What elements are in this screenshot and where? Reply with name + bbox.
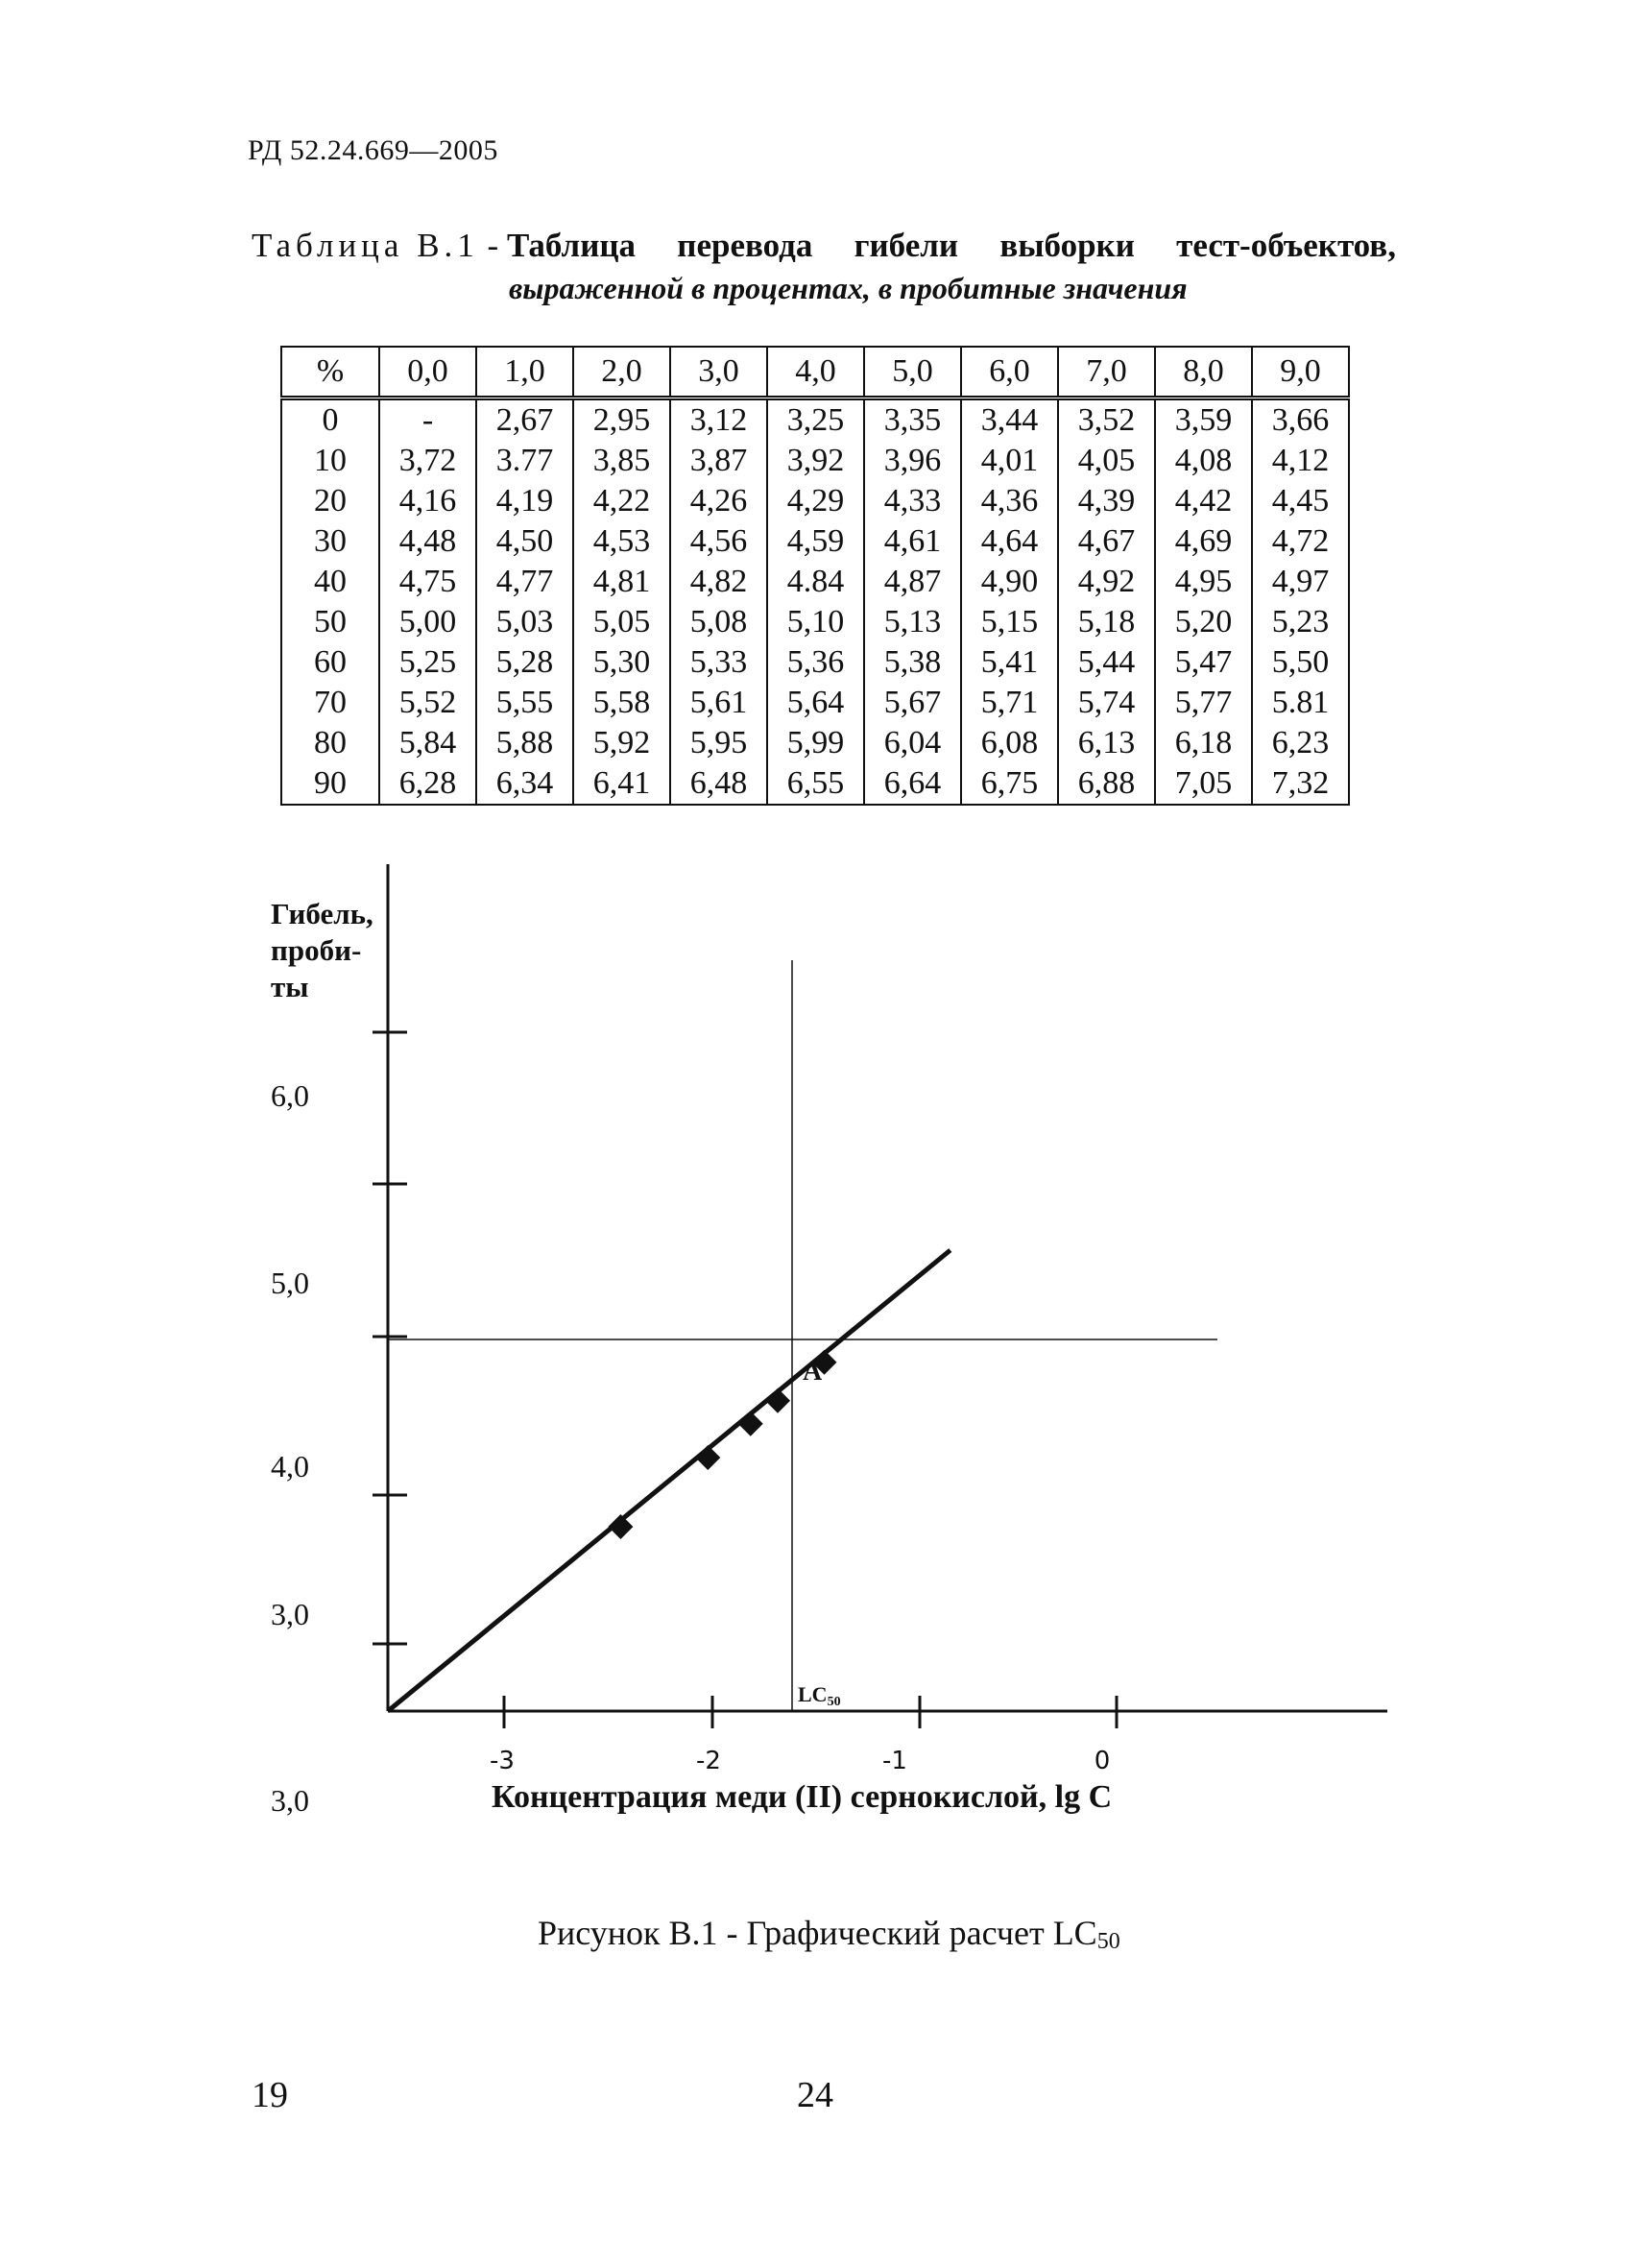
table-cell: 6,08 bbox=[961, 723, 1058, 763]
table-cell: 5,61 bbox=[670, 683, 767, 723]
x-tick-label: 0 bbox=[1094, 1747, 1111, 1775]
table-header-cell: 6,0 bbox=[961, 347, 1058, 398]
table-cell: 4,29 bbox=[767, 481, 864, 521]
table-row-percent: 80 bbox=[281, 723, 379, 763]
table-cell: 5,41 bbox=[961, 642, 1058, 683]
table-cell: 3,85 bbox=[573, 441, 670, 481]
table-cell: 4,39 bbox=[1058, 481, 1155, 521]
table-cell: 4,90 bbox=[961, 562, 1058, 602]
table-cell: 4,81 bbox=[573, 562, 670, 602]
table-cell: 5.81 bbox=[1252, 683, 1349, 723]
table-caption-line2: выраженной в процентах, в пробитные значения bbox=[509, 271, 1188, 305]
table-cell: 5,99 bbox=[767, 723, 864, 763]
table-cell: 4,12 bbox=[1252, 441, 1349, 481]
table-cell: 4.84 bbox=[767, 562, 864, 602]
table-header-cell: 2,0 bbox=[573, 347, 670, 398]
y-tick-label: 3,0 bbox=[271, 1597, 309, 1631]
table-cell: 5,28 bbox=[476, 642, 573, 683]
x-tick-label: -1 bbox=[882, 1747, 907, 1775]
table-caption-word: гибели bbox=[854, 227, 959, 264]
table-cell: 4,59 bbox=[767, 521, 864, 562]
table-header-cell: 1,0 bbox=[476, 347, 573, 398]
table-cell: 4,33 bbox=[864, 481, 961, 521]
table-row-percent: 60 bbox=[281, 642, 379, 683]
table-cell: 5,25 bbox=[379, 642, 476, 683]
table-cell: 4,08 bbox=[1155, 441, 1252, 481]
y-tick-label: 3,0 bbox=[271, 1783, 309, 1818]
table-cell: 5,05 bbox=[573, 602, 670, 642]
table-cell: 3,44 bbox=[961, 398, 1058, 442]
data-point bbox=[738, 1411, 763, 1436]
table-cell: 5,15 bbox=[961, 602, 1058, 642]
lc50-label: LC50 bbox=[798, 1682, 841, 1709]
table-cell: 6,28 bbox=[379, 763, 476, 805]
table-cell: 5,10 bbox=[767, 602, 864, 642]
table-cell: 4,75 bbox=[379, 562, 476, 602]
table-header-cell: 3,0 bbox=[670, 347, 767, 398]
table-header-cell: 8,0 bbox=[1155, 347, 1252, 398]
figure-caption: Рисунок В.1 - Графический расчет $LC_{50}$ bbox=[538, 1914, 1120, 1954]
x-tick-label: -2 bbox=[696, 1747, 721, 1775]
table-cell: 5,84 bbox=[379, 723, 476, 763]
table-cell: 4,42 bbox=[1155, 481, 1252, 521]
table-cell: 6,04 bbox=[864, 723, 961, 763]
table-cell: 5,13 bbox=[864, 602, 961, 642]
table-cell: 4,36 bbox=[961, 481, 1058, 521]
table-cell: 4,72 bbox=[1252, 521, 1349, 562]
table-cell: 5,47 bbox=[1155, 642, 1252, 683]
table-cell: 3.77 bbox=[476, 441, 573, 481]
table-cell: 5,30 bbox=[573, 642, 670, 683]
page-number-center: 24 bbox=[797, 2075, 833, 2115]
table-cell: 6,13 bbox=[1058, 723, 1155, 763]
table-header-cell: 9,0 bbox=[1252, 347, 1349, 398]
table-row-percent: 50 bbox=[281, 602, 379, 642]
table-cell: 4,53 bbox=[573, 521, 670, 562]
table-cell: 5,00 bbox=[379, 602, 476, 642]
table-cell: 5,20 bbox=[1155, 602, 1252, 642]
table-cell: 4,16 bbox=[379, 481, 476, 521]
table-cell: 4,50 bbox=[476, 521, 573, 562]
table-cell: 5,38 bbox=[864, 642, 961, 683]
table-header-cell: 4,0 bbox=[767, 347, 864, 398]
table-cell: 4,87 bbox=[864, 562, 961, 602]
table-cell: 5,71 bbox=[961, 683, 1058, 723]
table-caption-label: Таблица В.1 - Таблица bbox=[252, 227, 637, 264]
y-axis-label: ты bbox=[271, 970, 309, 1003]
table-cell: 4,82 bbox=[670, 562, 767, 602]
table-caption-word: выборки bbox=[999, 227, 1135, 264]
table-caption-word: тест-объектов, bbox=[1176, 227, 1396, 264]
table-cell: 5,36 bbox=[767, 642, 864, 683]
table-cell: 7,05 bbox=[1155, 763, 1252, 805]
table-cell: 5,23 bbox=[1252, 602, 1349, 642]
table-row-percent: 70 bbox=[281, 683, 379, 723]
table-cell: 6,75 bbox=[961, 763, 1058, 805]
table-row-percent: 90 bbox=[281, 763, 379, 805]
table-cell: - bbox=[379, 398, 476, 442]
table-cell: 5,64 bbox=[767, 683, 864, 723]
table-cell: 4,77 bbox=[476, 562, 573, 602]
table-cell: 6,34 bbox=[476, 763, 573, 805]
point-a-label: A bbox=[803, 1357, 823, 1387]
table-cell: 5,88 bbox=[476, 723, 573, 763]
table-cell: 4,95 bbox=[1155, 562, 1252, 602]
x-axis-label: Концентрация меди (II) сернокислой, lg C bbox=[492, 1779, 1113, 1815]
table-cell: 3,52 bbox=[1058, 398, 1155, 442]
document-code: РД 52.24.669—2005 bbox=[248, 134, 498, 166]
table-header-cell: % bbox=[281, 347, 379, 398]
table-cell: 4,26 bbox=[670, 481, 767, 521]
table-cell: 6,55 bbox=[767, 763, 864, 805]
x-tick-label: -3 bbox=[490, 1747, 515, 1775]
table-cell: 5,74 bbox=[1058, 683, 1155, 723]
data-point bbox=[765, 1388, 790, 1413]
table-cell: 5,08 bbox=[670, 602, 767, 642]
table-cell: 6,23 bbox=[1252, 723, 1349, 763]
table-header-cell: 0,0 bbox=[379, 347, 476, 398]
table-cell: 5,95 bbox=[670, 723, 767, 763]
table-cell: 4,69 bbox=[1155, 521, 1252, 562]
table-cell: 3,35 bbox=[864, 398, 961, 442]
table-cell: 2,67 bbox=[476, 398, 573, 442]
table-cell: 3,59 bbox=[1155, 398, 1252, 442]
table-cell: 5,92 bbox=[573, 723, 670, 763]
y-tick-label: 4,0 bbox=[271, 1449, 309, 1484]
table-row-percent: 20 bbox=[281, 481, 379, 521]
y-tick-label: 5,0 bbox=[271, 1266, 309, 1300]
y-axis-label: проби- bbox=[271, 933, 362, 967]
table-cell: 3,12 bbox=[670, 398, 767, 442]
data-point bbox=[695, 1445, 720, 1470]
table-cell: 3,72 bbox=[379, 441, 476, 481]
table-cell: 4,22 bbox=[573, 481, 670, 521]
data-point bbox=[608, 1514, 633, 1539]
table-cell: 5,33 bbox=[670, 642, 767, 683]
table-cell: 3,66 bbox=[1252, 398, 1349, 442]
table-cell: 5,44 bbox=[1058, 642, 1155, 683]
table-cell: 4,19 bbox=[476, 481, 573, 521]
table-cell: 4,48 bbox=[379, 521, 476, 562]
table-cell: 4,61 bbox=[864, 521, 961, 562]
table-cell: 5,50 bbox=[1252, 642, 1349, 683]
table-cell: 4,92 bbox=[1058, 562, 1155, 602]
table-row-percent: 40 bbox=[281, 562, 379, 602]
table-cell: 6,88 bbox=[1058, 763, 1155, 805]
table-row-percent: 0 bbox=[281, 398, 379, 442]
table-cell: 4,97 bbox=[1252, 562, 1349, 602]
table-cell: 6,18 bbox=[1155, 723, 1252, 763]
table-caption-word: перевода bbox=[677, 227, 813, 264]
table-cell: 3,25 bbox=[767, 398, 864, 442]
table-row-percent: 30 bbox=[281, 521, 379, 562]
table-cell: 5,52 bbox=[379, 683, 476, 723]
table-cell: 4,64 bbox=[961, 521, 1058, 562]
table-cell: 5,03 bbox=[476, 602, 573, 642]
y-tick-label: 6,0 bbox=[271, 1078, 309, 1113]
table-cell: 4,45 bbox=[1252, 481, 1349, 521]
table-header-cell: 7,0 bbox=[1058, 347, 1155, 398]
table-cell: 4,01 bbox=[961, 441, 1058, 481]
table-row-percent: 10 bbox=[281, 441, 379, 481]
page-number-left: 19 bbox=[252, 2075, 288, 2115]
table-cell: 5,67 bbox=[864, 683, 961, 723]
regression-line bbox=[388, 1250, 950, 1711]
table-cell: 6,64 bbox=[864, 763, 961, 805]
table-cell: 5,55 bbox=[476, 683, 573, 723]
table-cell: 4,56 bbox=[670, 521, 767, 562]
y-axis-label: Гибель, bbox=[271, 897, 373, 930]
table-cell: 3,87 bbox=[670, 441, 767, 481]
table-cell: 2,95 bbox=[573, 398, 670, 442]
table-cell: 7,32 bbox=[1252, 763, 1349, 805]
table-cell: 6,48 bbox=[670, 763, 767, 805]
table-cell: 5,77 bbox=[1155, 683, 1252, 723]
table-cell: 5,18 bbox=[1058, 602, 1155, 642]
table-cell: 4,67 bbox=[1058, 521, 1155, 562]
table-header-cell: 5,0 bbox=[864, 347, 961, 398]
table-cell: 5,58 bbox=[573, 683, 670, 723]
table-cell: 3,92 bbox=[767, 441, 864, 481]
table-cell: 3,96 bbox=[864, 441, 961, 481]
table-cell: 4,05 bbox=[1058, 441, 1155, 481]
table-cell: 6,41 bbox=[573, 763, 670, 805]
